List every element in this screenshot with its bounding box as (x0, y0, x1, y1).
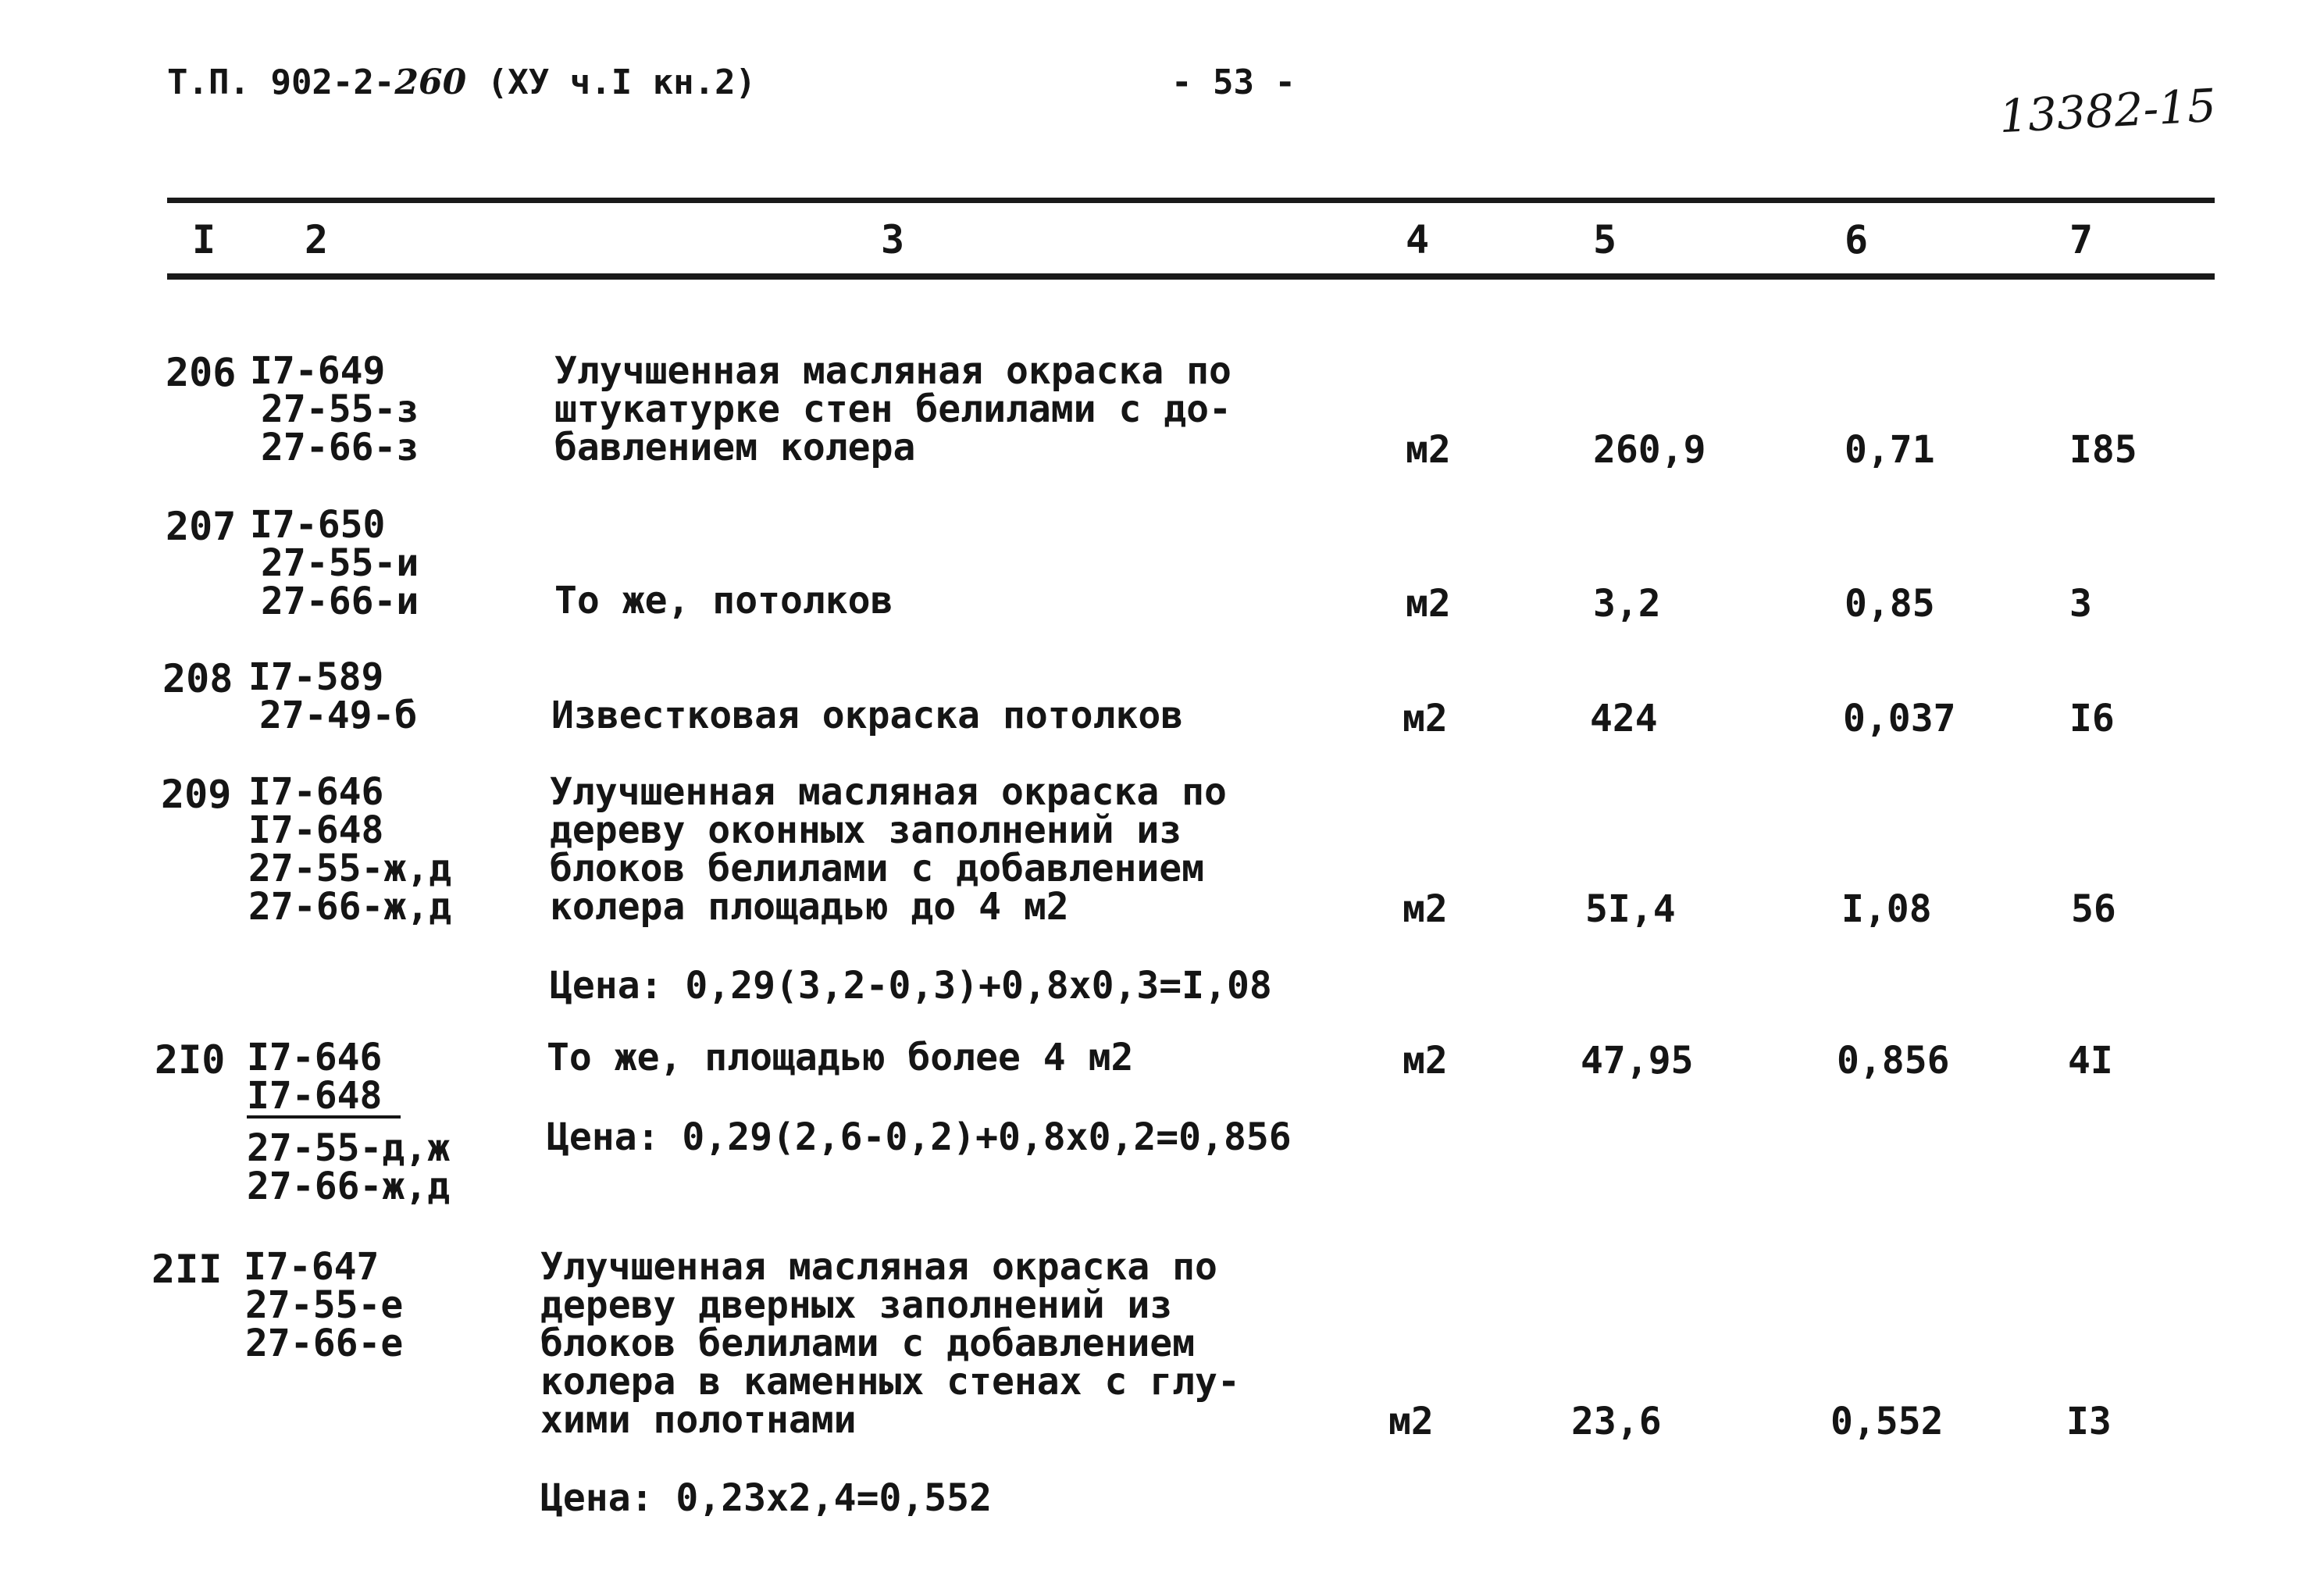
row-quantity: 260,9 (1593, 428, 1706, 472)
doc-header (167, 62, 756, 102)
price-note: Цена: 0,29(2,6-0,2)+0,8х0,2=0,856 (547, 1115, 1292, 1159)
row-quantity: 47,95 (1581, 1039, 1694, 1083)
row-number: 2II (151, 1247, 223, 1292)
row-codes (250, 349, 419, 469)
code-line: 27-55-е (245, 1283, 404, 1327)
code-line: 27-66-и (261, 580, 419, 623)
code-line: 27-66-ж,д (248, 885, 452, 929)
description-line: Улучшенная масляная окраска по (540, 1245, 1217, 1289)
description-line: блоков белилами с добавлением (550, 847, 1205, 890)
code-line-underlined: I7-648 (247, 1077, 401, 1119)
row-unit: м2 (1388, 1400, 1434, 1443)
row-number: 206 (166, 350, 237, 395)
row-price: I,08 (1841, 887, 1932, 931)
description-line: штукатурке стен белилами с до- (554, 387, 1232, 431)
table-top-rule (167, 198, 2215, 203)
description-line: Известковая окраска потолков (551, 694, 1184, 737)
row-unit: м2 (1406, 582, 1451, 626)
code-line: 27-55-д,ж (247, 1126, 451, 1170)
column-header-6: 6 (1845, 217, 1869, 262)
row-description (551, 694, 1184, 737)
code-line: I7-648 (248, 808, 384, 852)
description-line: хими полотнами (540, 1398, 857, 1442)
row-number: 208 (162, 656, 233, 701)
row-quantity: 3,2 (1593, 582, 1661, 626)
row-quantity: 5I,4 (1585, 887, 1676, 931)
row-total: 3 (2069, 582, 2092, 626)
row-description (554, 579, 893, 623)
description-line: блоков белилами с добавлением (540, 1322, 1196, 1365)
archive-number: 13382-15 (1998, 78, 2218, 144)
row-description (540, 1245, 1240, 1442)
row-quantity: 23,6 (1571, 1400, 1662, 1443)
row-unit: м2 (1406, 428, 1451, 472)
code-line: I7-650 (250, 503, 386, 547)
doc-number-handwritten: 260 (394, 62, 467, 102)
column-header-4: 4 (1406, 217, 1430, 262)
row-unit: м2 (1403, 887, 1448, 931)
row-codes (247, 1036, 451, 1208)
code-line: 27-55-ж,д (248, 847, 452, 890)
row-price: 0,71 (1845, 428, 1935, 472)
doc-prefix: Т.П. 902-2- (167, 62, 395, 102)
description-line: бавлением колера (554, 426, 916, 469)
code-line: 27-55-з (261, 387, 419, 431)
row-description (547, 1036, 1134, 1079)
row-total: I85 (2069, 428, 2137, 472)
code-line: 27-66-ж,д (247, 1165, 451, 1208)
code-line: 27-55-и (261, 541, 419, 585)
row-price: 0,552 (1830, 1400, 1944, 1443)
row-price: 0,85 (1845, 582, 1935, 626)
row-total: I6 (2069, 697, 2115, 740)
column-header-1: I (192, 217, 216, 262)
row-unit: м2 (1403, 697, 1448, 740)
row-description (550, 770, 1227, 929)
row-price: 0,856 (1837, 1039, 1950, 1083)
code-line: I7-646 (247, 1036, 383, 1079)
row-unit: м2 (1403, 1039, 1448, 1083)
description-line: Улучшенная масляная окраска по (554, 349, 1232, 393)
code-line: 27-66-з (261, 426, 419, 469)
row-quantity: 424 (1590, 697, 1658, 740)
row-codes (244, 1245, 404, 1365)
code-line: 27-49-б (259, 694, 418, 737)
description-line: дереву дверных заполнений из (540, 1283, 1173, 1327)
page-number: - 53 - (1171, 62, 1296, 102)
description-line: колера площадью до 4 м2 (550, 885, 1069, 929)
row-number: 207 (166, 504, 237, 549)
description-line: дереву оконных заполнений из (550, 808, 1182, 852)
code-line: 27-66-е (245, 1322, 404, 1365)
description-line: То же, площадью более 4 м2 (547, 1036, 1134, 1079)
code-line: I7-589 (248, 655, 384, 699)
code-line: I7-647 (244, 1245, 380, 1289)
description-line: Улучшенная масляная окраска по (550, 770, 1227, 814)
row-number: 209 (161, 772, 232, 817)
code-line: I7-646 (248, 770, 384, 814)
row-number: 2I0 (155, 1037, 226, 1083)
row-description (554, 349, 1232, 469)
row-total: 4I (2068, 1039, 2113, 1083)
column-header-3: 3 (881, 217, 905, 262)
row-codes (248, 655, 418, 737)
row-total: 56 (2071, 887, 2116, 931)
description-line: То же, потолков (554, 579, 893, 623)
doc-suffix: (ХУ ч.I кн.2) (487, 62, 757, 102)
column-header-7: 7 (2069, 217, 2094, 262)
table-header-rule (167, 273, 2215, 280)
column-header-5: 5 (1593, 217, 1617, 262)
row-total: I3 (2066, 1400, 2112, 1443)
code-line: I7-649 (250, 349, 386, 393)
price-note: Цена: 0,29(3,2-0,3)+0,8х0,3=I,08 (550, 964, 1272, 1008)
row-price: 0,037 (1843, 697, 1956, 740)
row-codes (250, 503, 419, 623)
price-note: Цена: 0,23х2,4=0,552 (540, 1476, 992, 1520)
description-line: колера в каменных стенах с глу- (540, 1360, 1240, 1404)
row-codes (248, 770, 452, 929)
column-header-2: 2 (305, 217, 329, 262)
